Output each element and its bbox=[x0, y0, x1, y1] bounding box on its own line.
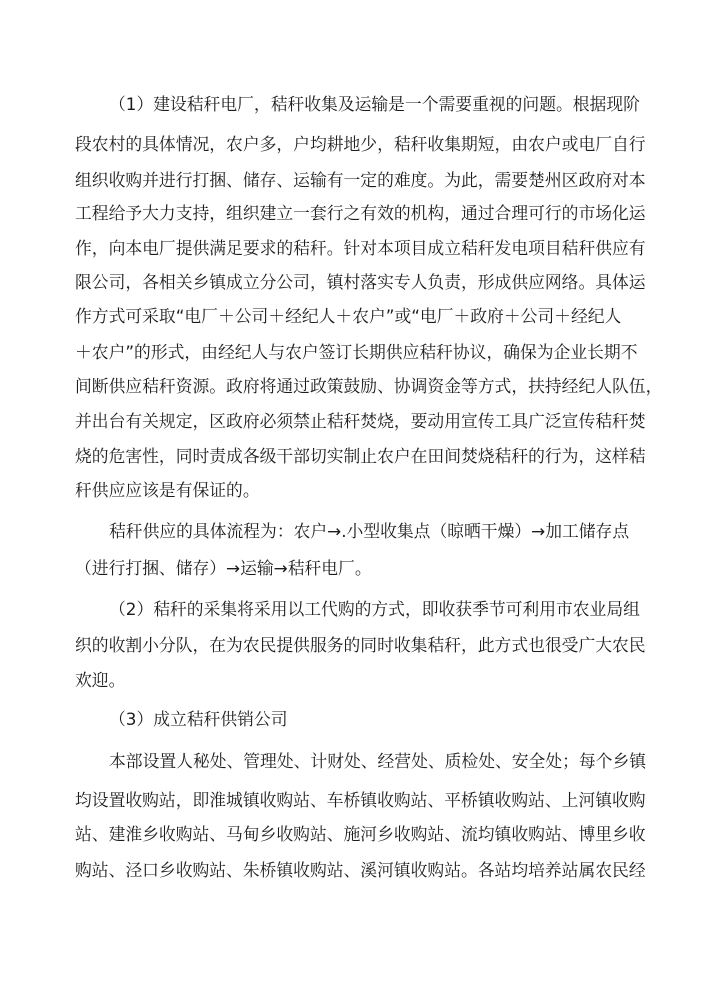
text-line-17: 欢迎。 bbox=[75, 670, 126, 690]
text-line-15: （2）秸秆的采集将采用以工代购的方式，即收获季节可利用市农业局组 bbox=[109, 599, 640, 619]
text-line-13: 秸秆供应的具体流程为：农户→.小型收集点（晾晒干燥）→加工储存点 bbox=[109, 521, 630, 541]
text-line-9: 间断供应秸秆资源。政府将通过政策鼓励、协调资金等方式，扶持经纪人队伍， bbox=[75, 376, 663, 396]
text-line-16: 织的收割小分队，在为农民提供服务的同时收集秸秆，此方式也很受广大农民 bbox=[75, 635, 646, 655]
text-line-11: 烧的危害性，同时责成各级干部切实制止农户在田间焚烧秸秆的行为，这样秸 bbox=[75, 446, 646, 466]
text-line-18: （3）成立秸秆供销公司 bbox=[109, 709, 288, 729]
text-line-8: ＋农户”的形式，由经纪人与农户签订长期供应秸秆协议，确保为企业长期不 bbox=[75, 342, 638, 362]
text-line-3: 组织收购并进行打捆、储存、运输有一定的难度。为此，需要楚州区政府对本 bbox=[75, 170, 646, 190]
text-line-1: （1）建设秸秆电厂，秸秆收集及运输是一个需要重视的问题。根据现阶 bbox=[109, 94, 640, 114]
text-line-19: 本部设置人秘处、管理处、计财处、经营处、质检处、安全处；每个乡镇 bbox=[109, 751, 647, 771]
text-line-4: 工程给予大力支持，组织建立一套行之有效的机构，通过合理可行的市场化运 bbox=[75, 203, 646, 223]
text-line-7: 作方式可采取“电厂＋公司＋经纪人＋农户”或“电厂＋政府＋公司＋经纪人 bbox=[75, 306, 622, 326]
text-line-21: 站、建淮乡收购站、马甸乡收购站、施河乡收购站、流均镇收购站、博里乡收 bbox=[75, 824, 646, 844]
text-line-22: 购站、泾口乡收购站、朱桥镇收购站、溪河镇收购站。各站均培养站属农民经 bbox=[75, 860, 646, 880]
text-line-20: 均设置收购站，即淮城镇收购站、车桥镇收购站、平桥镇收购站、上河镇收购 bbox=[75, 790, 646, 810]
text-line-14: （进行打捆、储存）→运输→秸秆电厂。 bbox=[75, 558, 372, 578]
text-line-2: 段农村的具体情况，农户多，户均耕地少，秸秆收集期短，由农户或电厂自行 bbox=[75, 134, 646, 154]
text-line-12: 秆供应应该是有保证的。 bbox=[75, 480, 260, 500]
text-line-6: 限公司，各相关乡镇成立分公司，镇村落实专人负责，形成供应网络。具体运 bbox=[75, 272, 646, 292]
text-line-10: 并出台有关规定，区政府必须禁止秸秆焚烧，要动用宣传工具广泛宣传秸秆焚 bbox=[75, 411, 646, 431]
text-line-5: 作，向本电厂提供满足要求的秸秆。针对本项目成立秸秆发电项目秸秆供应有 bbox=[75, 238, 646, 258]
